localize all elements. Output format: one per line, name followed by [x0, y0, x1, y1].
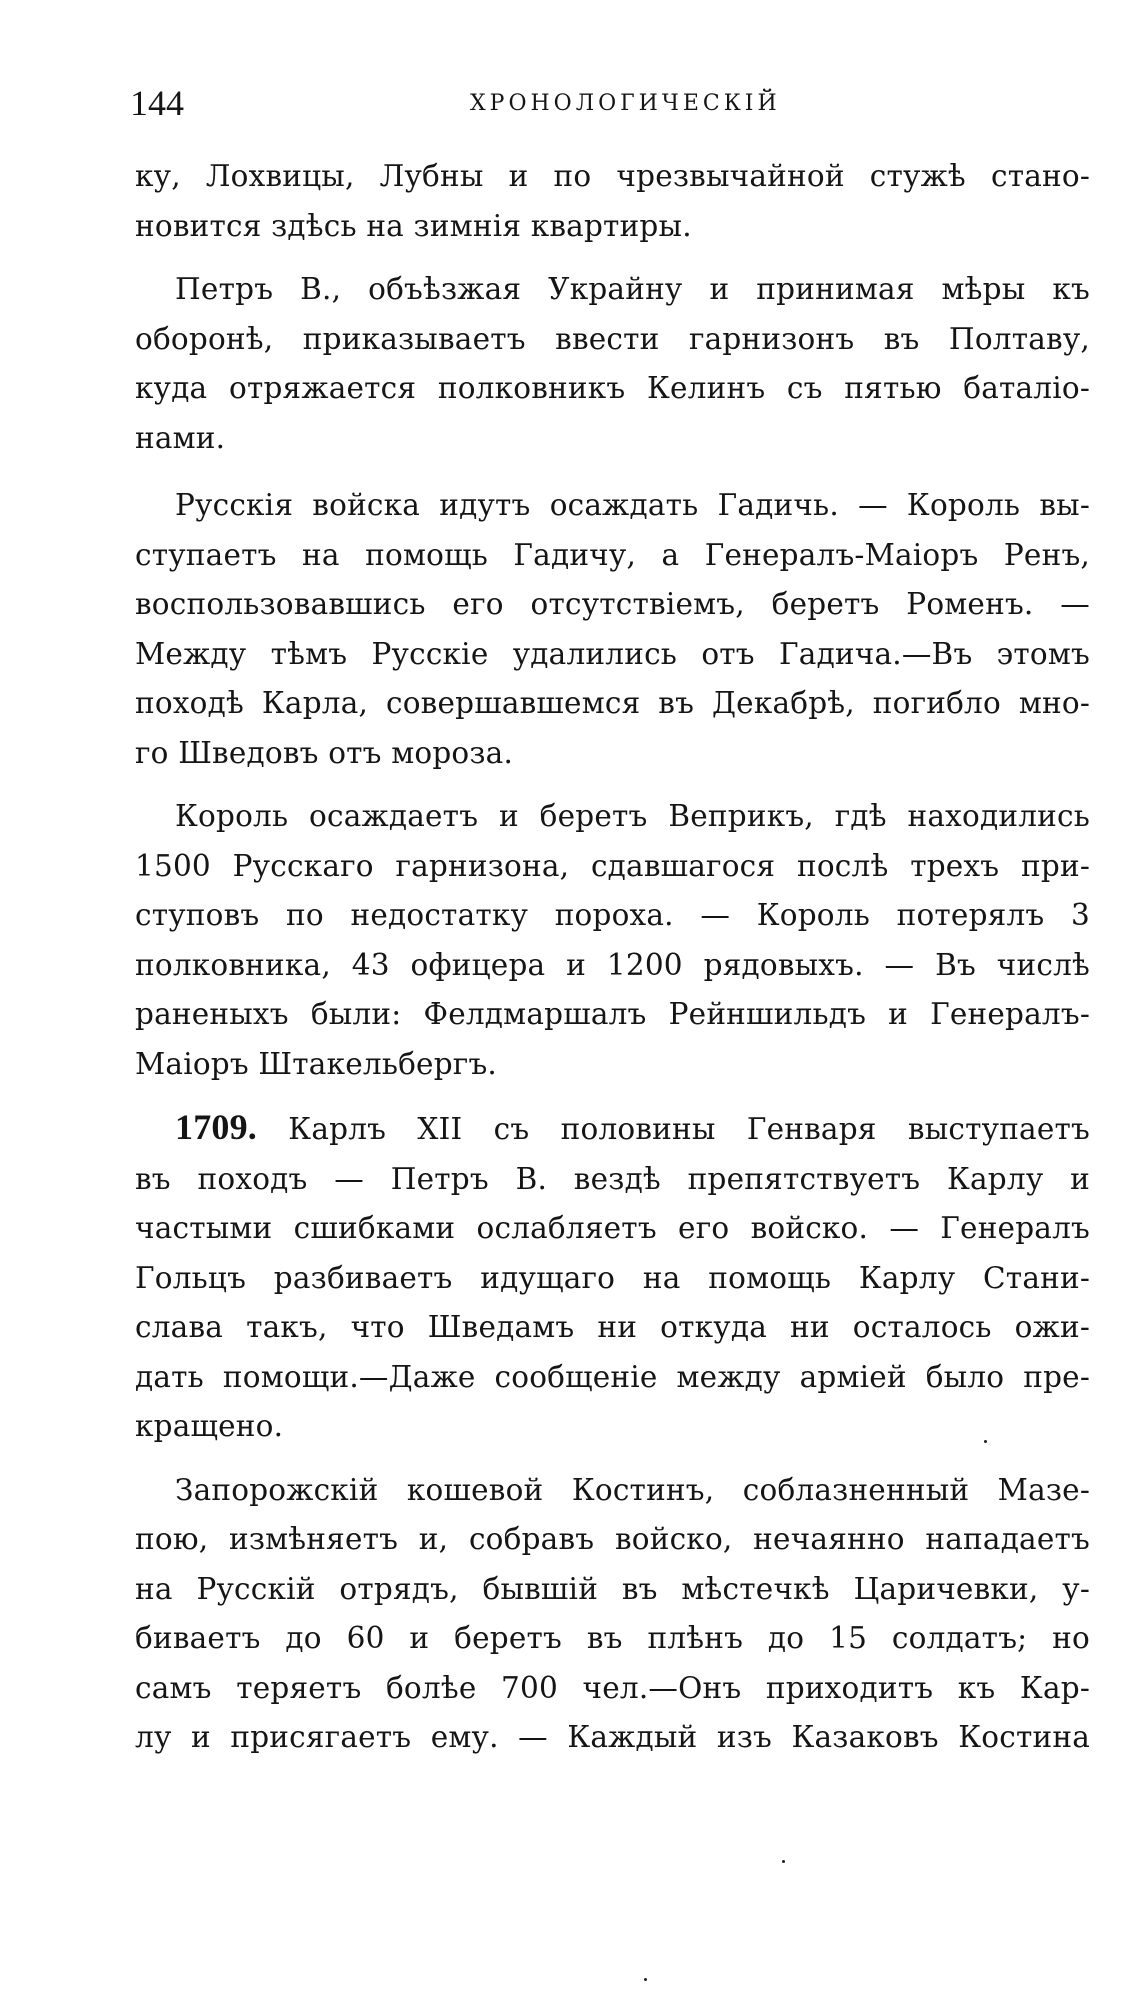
text-line: походѣ Карла, совершавшемся въ Декабрѣ, погибло мно- — [135, 686, 1090, 720]
print-speck — [984, 1440, 987, 1443]
text-line: полковника, 43 офицера и 1200 рядовыхъ. — Въ числѣ — [135, 947, 1090, 982]
year-1709: 1709. — [175, 1107, 257, 1147]
paragraph-5 — [135, 1103, 1090, 1452]
text-line: оборонѣ, приказываетъ ввести гарнизонъ въ Полтаву, — [135, 321, 1090, 356]
text-line: Петръ В., объѣзжая Украйну и принимая мѣры къ — [175, 272, 1090, 306]
paragraph-4 — [135, 792, 1090, 1089]
text-line: ку, Лохвицы, Лубны и по чрезвычайной стужѣ стано- — [135, 159, 1090, 193]
text-line: самъ теряетъ болѣе 700 чел.—Онъ приходитъ къ Кар- — [135, 1670, 1090, 1705]
text-line: слава такъ, что Шведамъ ни откуда ни осталось ожи- — [135, 1310, 1090, 1344]
paragraph-2 — [135, 265, 1090, 463]
text-line: воспользовавшись его отсутствіемъ, беретъ Роменъ. — — [135, 587, 1090, 621]
text-line: дать помощи.—Даже сообщеніе между арміей было пре- — [135, 1359, 1090, 1394]
body-text — [135, 152, 1090, 1777]
text-line: ступаетъ на помощь Гадичу, а Генералъ-Маіоръ Ренъ, — [135, 537, 1090, 572]
text-line: въ походъ — Петръ В. вездѣ препятствуетъ Карлу и — [135, 1161, 1090, 1196]
print-speck — [782, 1860, 785, 1863]
text-line: лу и присягаетъ ему. — Каждый изъ Казаковъ Костина — [135, 1720, 1090, 1754]
text-line: пою, измѣняетъ и, собравъ войско, нечаянно нападаетъ — [135, 1522, 1090, 1556]
text-line: го Шведовъ отъ мороза. — [135, 735, 514, 770]
text-line: куда отряжается полковникъ Келинъ съ пятью баталіо- — [135, 371, 1090, 405]
page-header — [130, 78, 1090, 138]
print-speck — [644, 1978, 647, 1981]
text-line: Гольцъ разбиваетъ идущаго на помощь Карлу Стани- — [135, 1260, 1090, 1295]
text-line: 1500 Русскаго гарнизона, сдавшагося послѣ трехъ при- — [135, 848, 1090, 883]
text-line: Маіоръ Штакельбергъ. — [135, 1046, 497, 1081]
paragraph-6 — [135, 1466, 1090, 1763]
paragraph-3 — [135, 481, 1090, 778]
text-line — [175, 1103, 1090, 1155]
text-line: Русскія войска идутъ осаждать Гадичь. — Король вы- — [175, 488, 1090, 522]
text-line: Король осаждаетъ и беретъ Веприкъ, гдѣ находились — [175, 799, 1090, 833]
text-line: частыми сшибками ослабляетъ его войско. — Генералъ — [135, 1211, 1090, 1245]
text-line: ступовъ по недостатку пороха. — Король потерялъ 3 — [135, 898, 1090, 932]
paragraph-1 — [135, 152, 1090, 251]
text-line: биваетъ до 60 и беретъ въ плѣнъ до 15 солдатъ; но — [135, 1621, 1090, 1655]
text-line: Между тѣмъ Русскіе удалились отъ Гадича.—Въ этомъ — [135, 636, 1090, 671]
text-line: кращено. — [135, 1409, 284, 1443]
year-line-text: Карлъ XII съ половины Генваря выступаетъ — [257, 1112, 1090, 1146]
running-head: ХРОНОЛОГИЧЕСКІЙ — [470, 91, 781, 116]
text-line: нами. — [135, 420, 226, 455]
text-line: на Русскій отрядъ, бывшій въ мѣстечкѣ Царичевки, у- — [135, 1571, 1090, 1606]
text-line: новится здѣсь на зимнія квартиры. — [135, 208, 692, 243]
text-line: раненыхъ были: Фелдмаршалъ Рейншильдъ и Генералъ- — [135, 997, 1090, 1031]
text-line: Запорожскій кошевой Костинъ, соблазненный Мазе- — [175, 1472, 1090, 1507]
page-number: 144 — [130, 83, 184, 123]
